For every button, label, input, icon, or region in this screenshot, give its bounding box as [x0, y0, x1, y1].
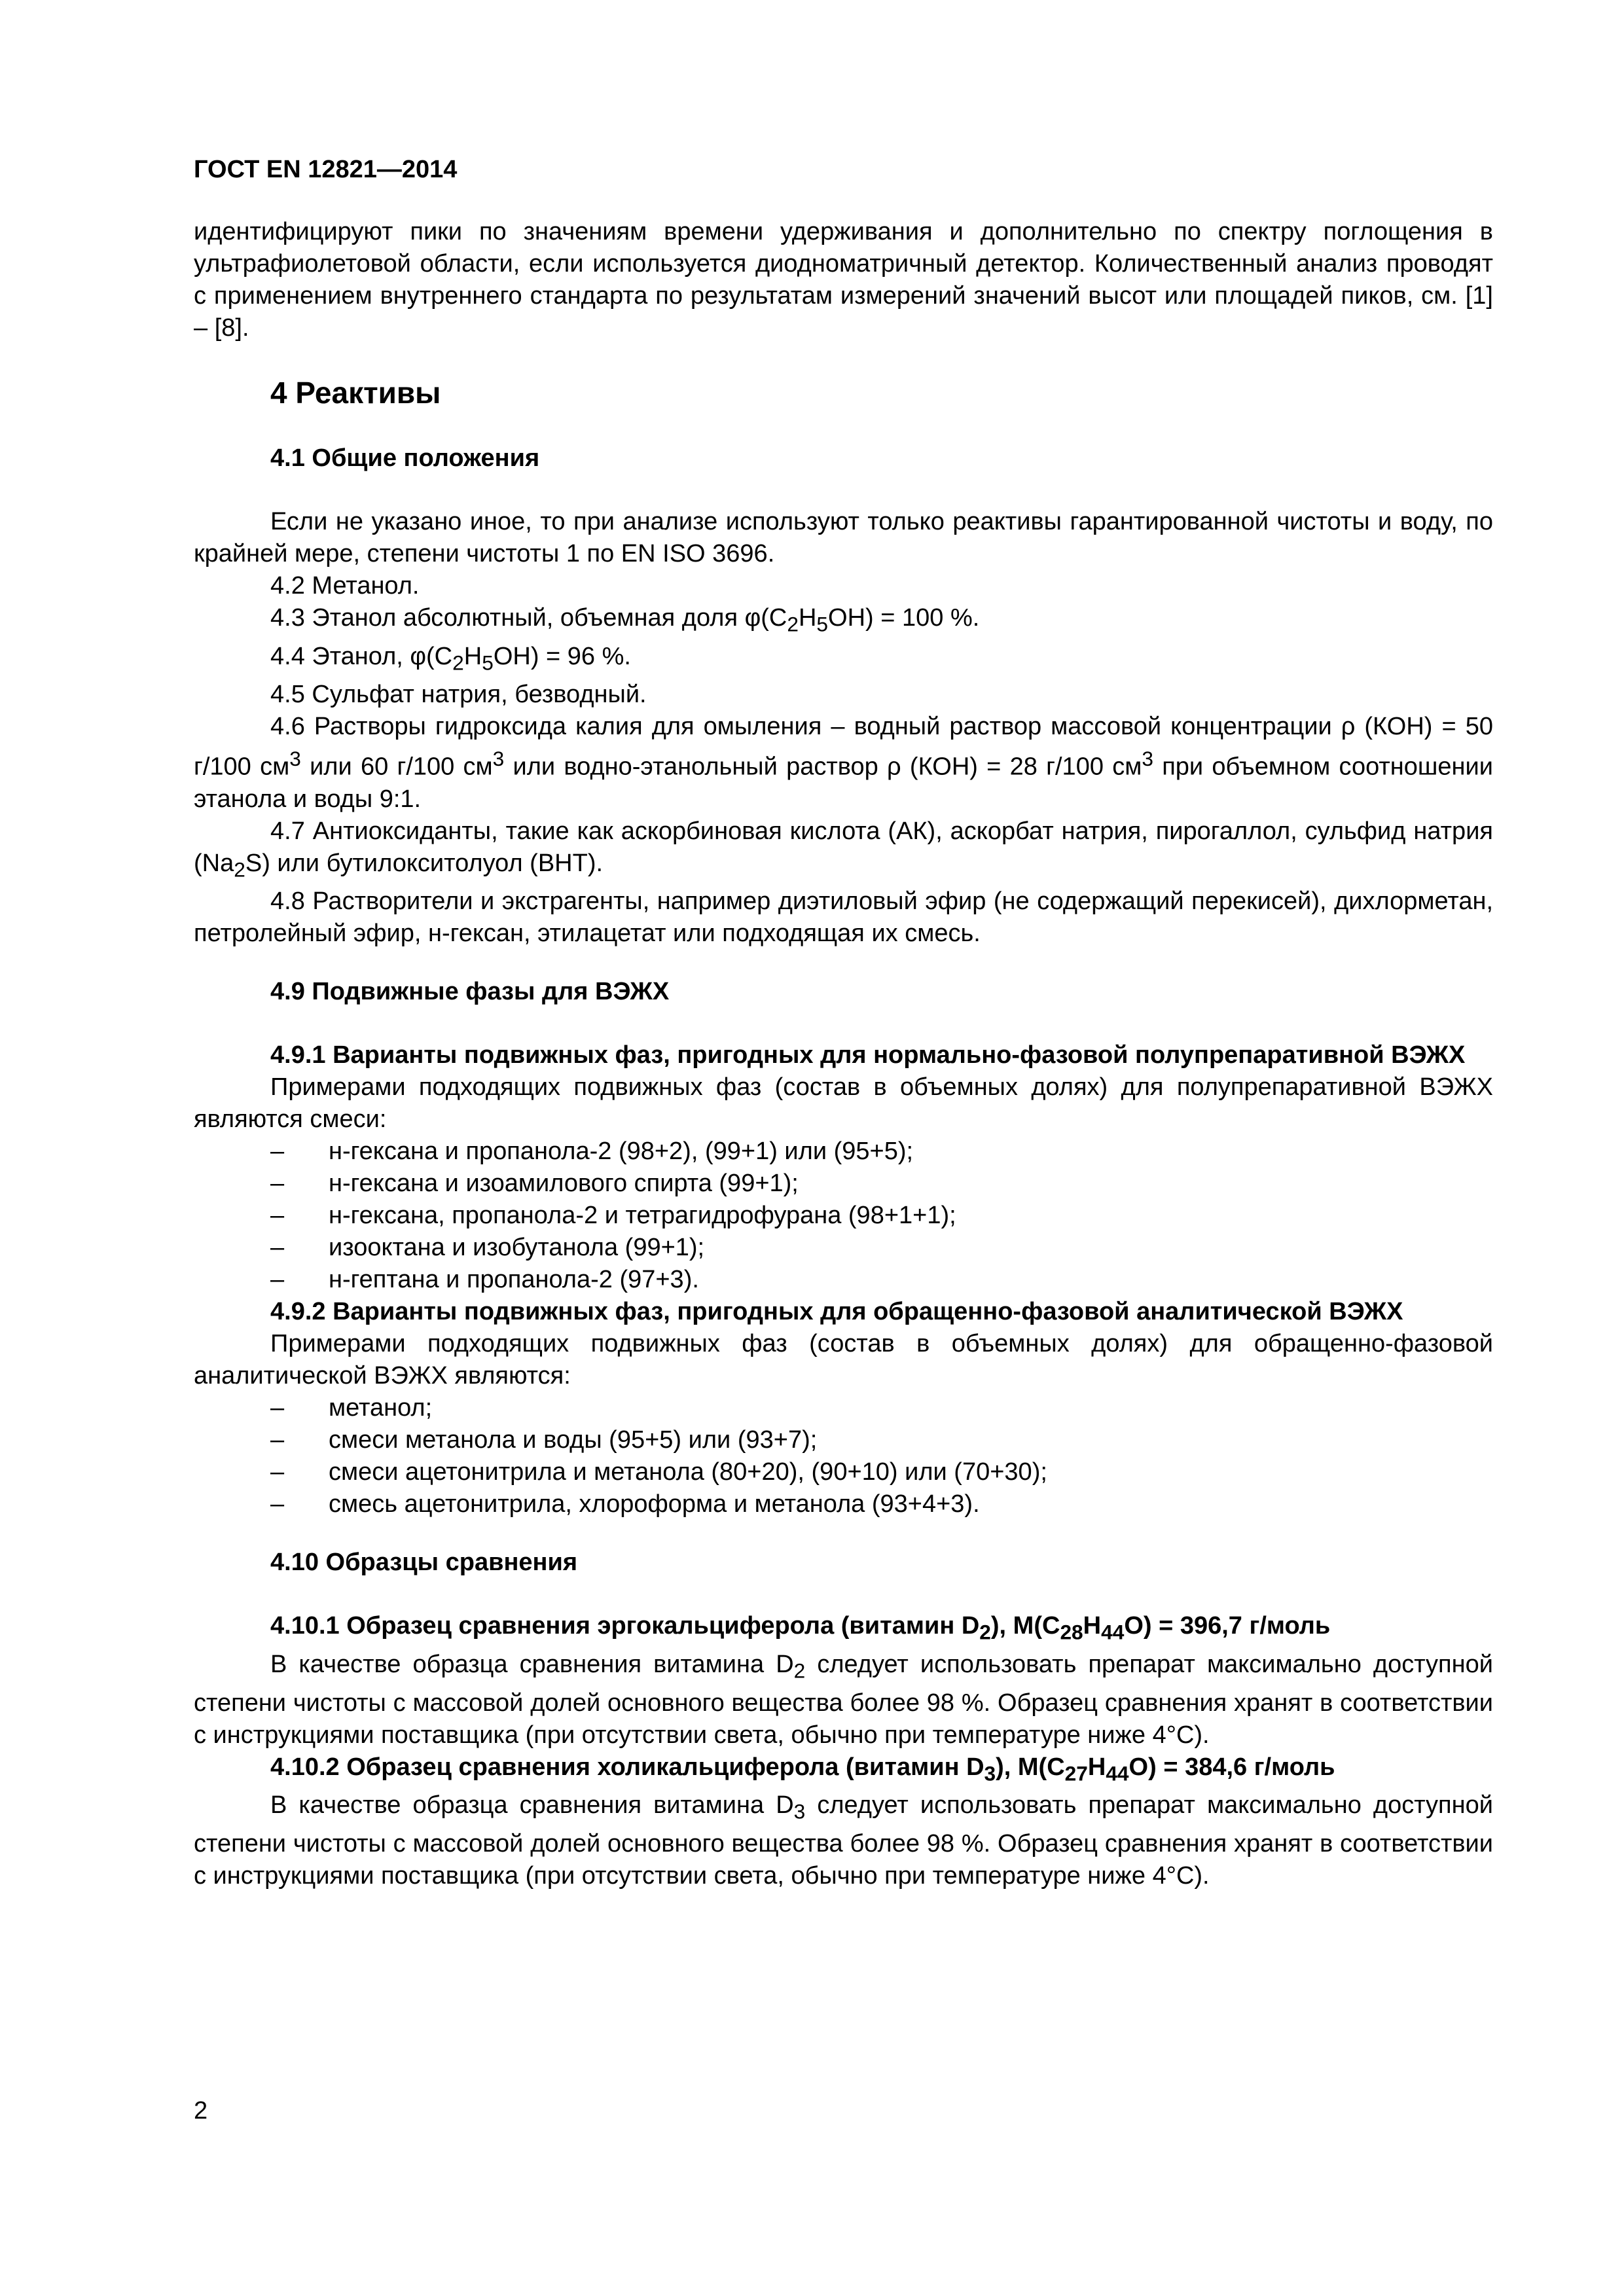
section-4-9-1-list [194, 1136, 1493, 1296]
document-header: ГОСТ EN 12821—2014 [194, 156, 458, 183]
list-item: – смеси метанола и воды (95+5) или (93+7); [270, 1426, 818, 1454]
section-4-8-text: 4.8 Растворители и экстрагенты, например диэтиловый эфир (не содержащий перекисей), дихлорметан, петролейный эфир, н-гексан, этилацетат или подходящая их смесь. [194, 888, 1493, 948]
list-item: – н-гексана и пропанола-2 (98+2), (99+1) или (95+5); [270, 1138, 914, 1166]
section-4-4-text: 4.4 Этанол, $\varphi(C_2H_5OH) = 96$ %. [270, 642, 631, 675]
list-item: – смеси ацетонитрила и метанола (80+20), (90+10) или (70+30); [270, 1458, 1047, 1486]
list-item: – смесь ацетонитрила, хлороформа и метанола (93+4+3). [270, 1490, 980, 1518]
page-content [194, 216, 1493, 1892]
section-4-9-1-text: Примерами подходящих подвижных фаз (состав в объемных долях) для полупрепаративной ВЭЖХ являются смеси: [194, 1073, 1493, 1134]
section-4-9-2-text: Примерами подходящих подвижных фаз (состав в объемных долях) для обращенно-фазовой аналитической ВЭЖХ являются: [194, 1330, 1493, 1390]
section-4-10-1-heading: 4.10.1 Образец сравнения эргокальциферола (витамин $D_2$), $M(C_{28}H_{44}O) = 396,7$ г/моль [270, 1612, 1331, 1645]
section-4-9-2-heading: 4.9.2 Варианты подвижных фаз, пригодных для обращенно-фазовой аналитической ВЭЖХ [270, 1298, 1403, 1326]
section-4-7-text: 4.7 Антиоксиданты, такие как аскорбиновая кислота (АК), аскорбат натрия, пирогаллол, сульфид натрия $(Na_2S)$ или бутилокситолуол (ВНТ). [194, 817, 1493, 882]
section-4-1-heading: 4.1 Общие положения [270, 444, 540, 472]
section-4-10-2-heading: 4.10.2 Образец сравнения холикальциферола (витамин $D_3$), $M(C_{27}H_{44}O) = 384,6$ г/моль [270, 1753, 1335, 1785]
section-4-10-2-text: В качестве образца сравнения витамина $D_3$ следует использовать препарат максимально доступной степени чистоты с массовой долей основного вещества более 98 %. Образец сравнения хранят в соответствии с инструкциями поставщика (при отсутствии света, обычно при температуре ниже 4°С). [194, 1791, 1493, 1890]
section-4-heading: 4 Реактивы [270, 376, 441, 410]
section-4-9-2-list [194, 1392, 1493, 1520]
list-item: – н-гексана, пропанола-2 и тетрагидрофурана (98+1+1); [270, 1202, 956, 1230]
list-item: – метанол; [270, 1394, 433, 1422]
list-item: – н-гептана и пропанола-2 (97+3). [270, 1266, 699, 1294]
section-4-1-text: Если не указано иное, то при анализе используют только реактивы гарантированной чистоты и воду, по крайней мере, степени чистоты 1 по EN ISO 3696. [194, 508, 1493, 567]
section-4-10-heading: 4.10 Образцы сравнения [270, 1549, 578, 1577]
section-4-9-heading: 4.9 Подвижные фазы для ВЭЖХ [270, 978, 670, 1006]
list-item: – н-гексана и изоамилового спирта (99+1); [270, 1170, 799, 1198]
section-4-5-text: 4.5 Сульфат натрия, безводный. [270, 681, 647, 709]
intro-paragraph: идентифицируют пики по значениям времени удерживания и дополнительно по спектру поглощения в ультрафиолетовой области, если используется диодноматричный детектор. Количественный анализ проводят с применением внутреннего стандарта по результатам измерений значений высот или площадей пиков, см. [1] – [8]. [194, 218, 1493, 342]
section-4-9-1-heading: 4.9.1 Варианты подвижных фаз, пригодных для нормально-фазовой полупрепаративной ВЭЖХ [270, 1041, 1466, 1069]
section-4-6-text: 4.6 Растворы гидроксида калия для омыления – водный раствор массовой концентрации ρ (КОН) = 50 г/100 $см^3$ или 60 г/100 $см^3$ или водно-этанольный раствор ρ (КОН) = 28 г/100 $см^3$ при объемном соотношении этанола и воды 9:1. [194, 713, 1493, 813]
section-4-2-text: 4.2 Метанол. [270, 572, 420, 600]
section-4-3-text: 4.3 Этанол абсолютный, объемная доля $\varphi(C_2H_5OH) = 100$ %. [270, 604, 980, 636]
list-item: – изооктана и изобутанола (99+1); [270, 1234, 705, 1262]
section-4-10-1-text: В качестве образца сравнения витамина $D_2$ следует использовать препарат максимально доступной степени чистоты с массовой долей основного вещества более 98 %. Образец сравнения хранят в соответствии с инструкциями поставщика (при отсутствии света, обычно при температуре ниже 4°С). [194, 1651, 1493, 1749]
page-number: 2 [194, 2097, 208, 2125]
